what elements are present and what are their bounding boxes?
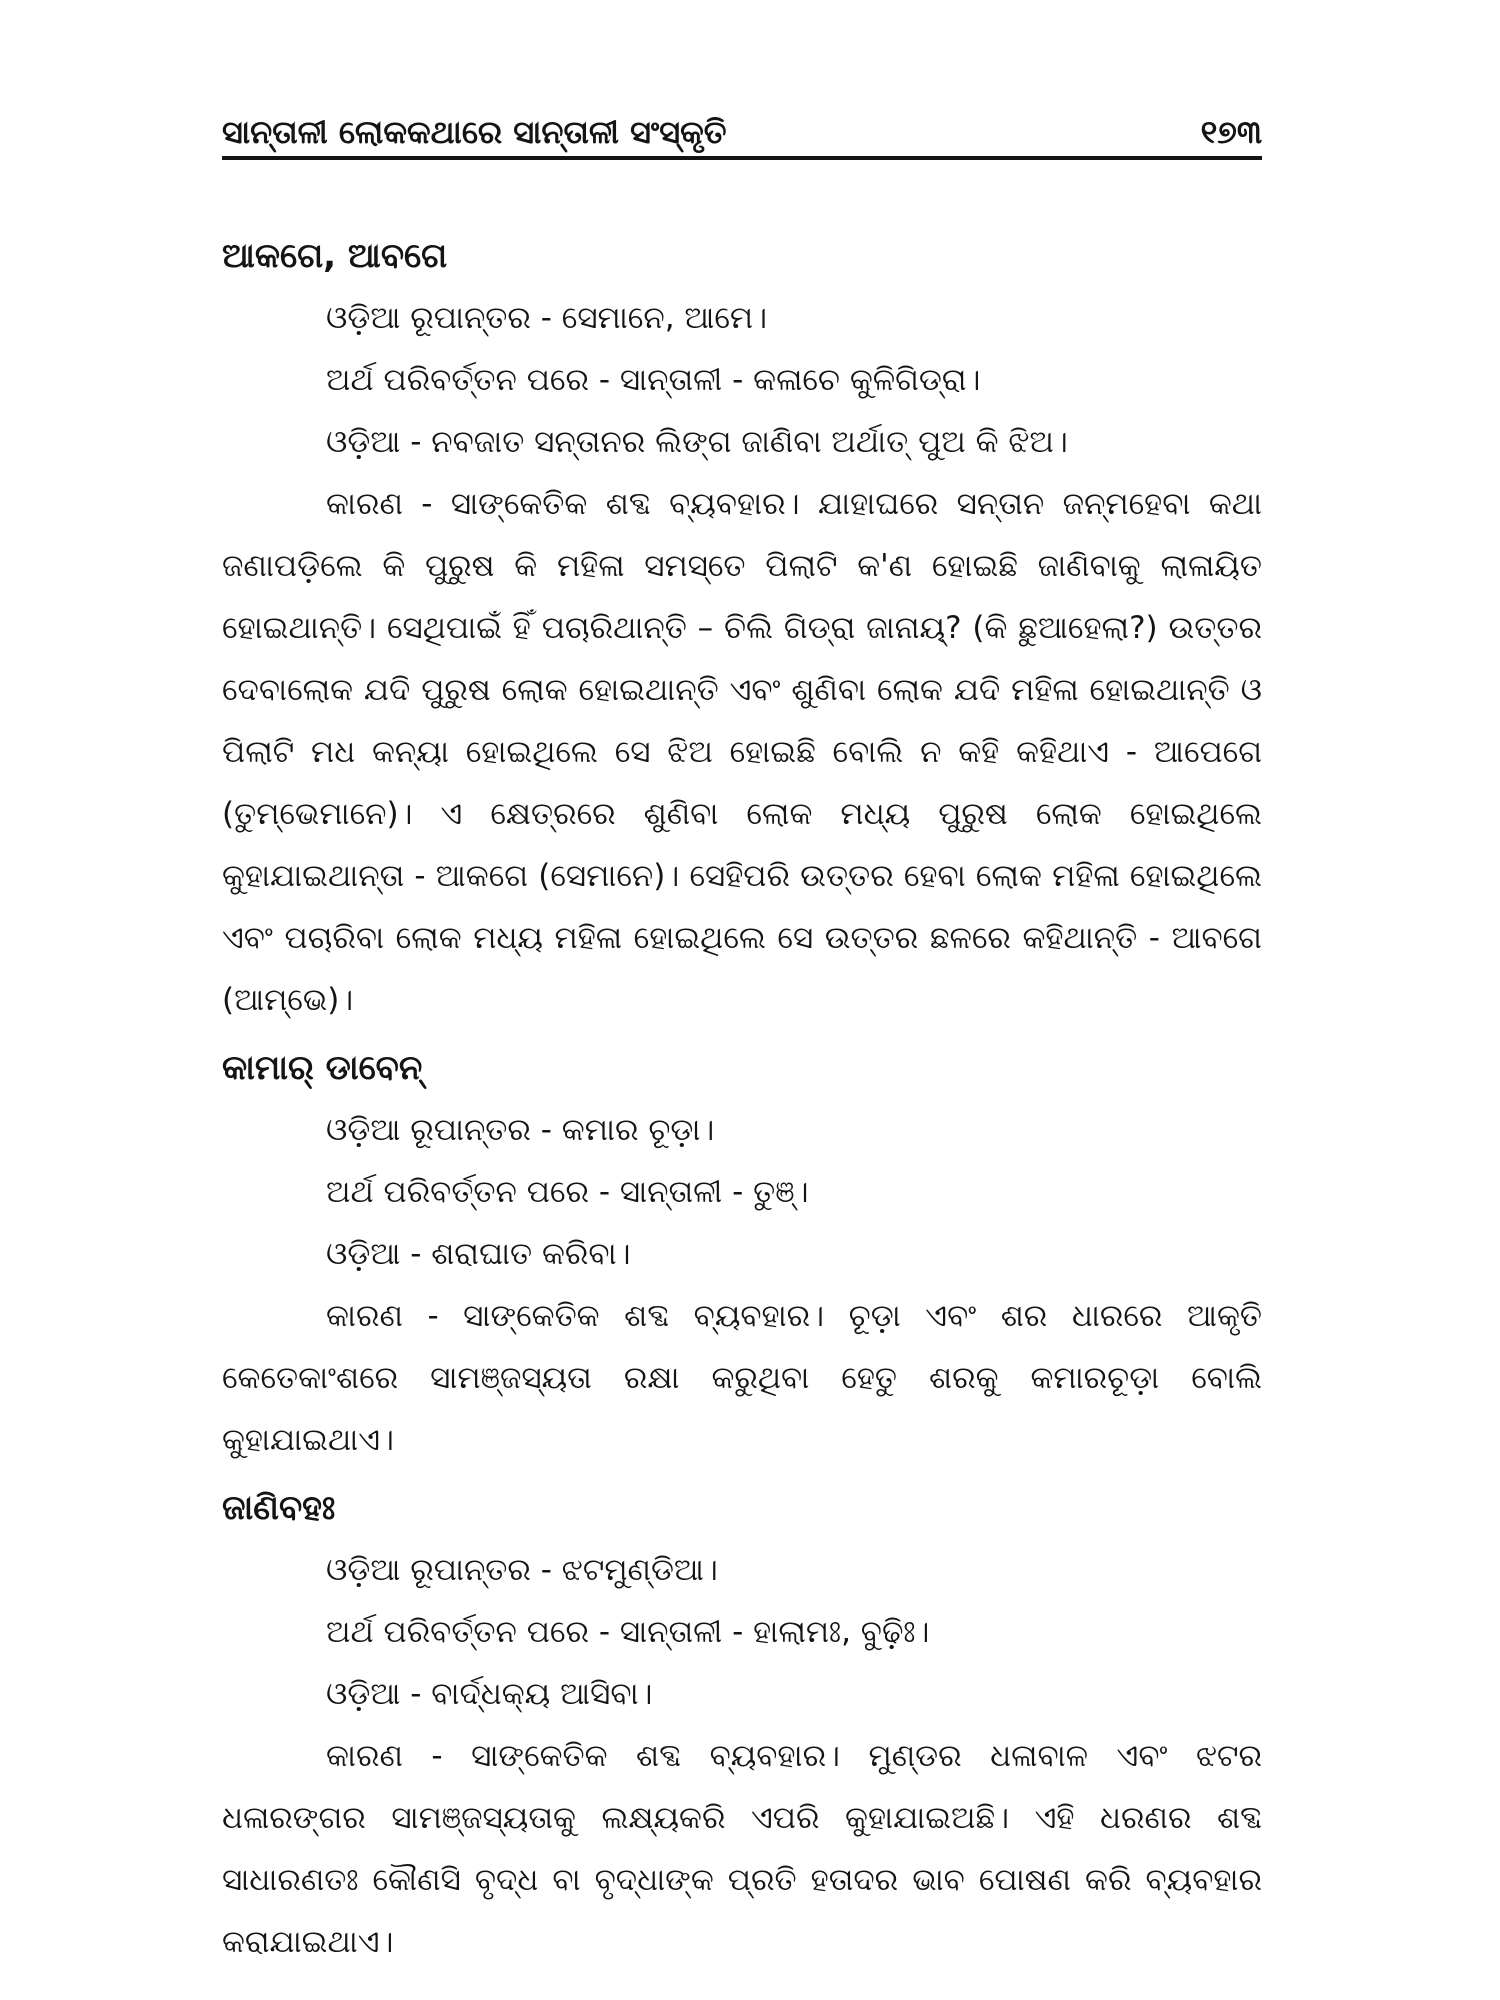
entry-section — [222, 225, 1262, 1031]
header-rule — [222, 156, 1262, 160]
odia-meaning-line: ଓଡ଼ିଆ - ନବଜାତ ସନ୍ତାନର ଲିଙ୍ଗ ଜାଣିବା ଅର୍ଥାତ୍ ପୁଅ କି ଝିଅ। — [326, 424, 1068, 460]
reason-paragraph: କାରଣ - ସାଙ୍କେତିକ ଶବ୍ଦ ବ୍ୟବହାର। ମୁଣ୍ଡର ଧଳାବାଳ ଏବଂ ଝଟର ଧଳାରଙ୍ଗର ସାମଞ୍ଜସ୍ୟତାକୁ ଲକ୍ଷ୍ୟକରି ଏପରି କୁହାଯାଇଅଛି। ଏହି ଧରଣର ଶବ୍ଦ ସାଧାରଣତଃ କୌଣସି ବୃଦ୍ଧ ବା ବୃଦ୍ଧାଙ୍କ ପ୍ରତି ହତାଦର ଭାବ ପୋଷଣ କରି ବ୍ୟବହାର କରାଯାଇଥାଏ। — [222, 1738, 1262, 1960]
odia-translation-line: ଓଡ଼ିଆ ରୂପାନ୍ତର - କମାର ଚୂଡ଼ା। — [326, 1112, 715, 1148]
reason-paragraph: କାରଣ - ସାଙ୍କେତିକ ଶବ୍ଦ ବ୍ୟବହାର। ଯାହାଘରେ ସନ୍ତାନ ଜନ୍ମହେବା କଥା ଜଣାପଡ଼ିଲେ କି ପୁରୁଷ କି ମହିଳା ସମସ୍ତେ ପିଲାଟି କ'ଣ ହୋଇଛି ଜାଣିବାକୁ ଲାଳାୟିତ ହୋଇଥାନ୍ତି। ସେଥିପାଇଁ ହିଁ ପଚାରିଥାନ୍ତି – ଚିଲି ଗିଡ୍ରା ଜାନାୟ୍? (କି ଛୁଆହେଲା?) ଉତ୍ତର ଦେବାଲୋକ ଯଦି ପୁରୁଷ ଲୋକ ହୋଇଥାନ୍ତି ଏବଂ ଶୁଣିବା ଲୋକ ଯଦି ମହିଳା ହୋଇଥାନ୍ତି ଓ ପିଲାଟି ମଧ କନ୍ୟା ହୋଇଥିଲେ ସେ ଝିଅ ହୋଇଛି ବୋଲି ନ କହି କହିଥାଏ - ଆପେଗେ (ତୁମ୍ଭେମାନେ)। ଏ କ୍ଷେତ୍ରରେ ଶୁଣିବା ଲୋକ ମଧ୍ୟ ପୁରୁଷ ଲୋକ ହୋଇଥିଲେ କୁହାଯାଇଥାନ୍ତା - ଆକଗେ (ସେମାନେ)। ସେହିପରି ଉତ୍ତର ହେବା ଲୋକ ମହିଳା ହୋଇଥିଲେ ଏବଂ ପଚାରିବା ଲୋକ ମଧ୍ୟ ମହିଳା ହୋଇଥିଲେ ସେ ଉତ୍ତର ଛଳରେ କହିଥାନ୍ତି - ଆବଗେ (ଆମ୍ଭେ)। — [222, 486, 1262, 1018]
odia-meaning-line: ଓଡ଼ିଆ - ଶରାଘାତ କରିବା। — [326, 1236, 631, 1272]
page-body — [222, 225, 1262, 1973]
entry-section — [222, 1477, 1262, 1973]
meaning-change-line: ଅର୍ଥ ପରିବର୍ତ୍ତନ ପରେ - ସାନ୍ତାଳୀ - ତୁଞ୍। — [326, 1174, 809, 1210]
section-heading: କାମାର୍ ଡାବେନ୍ — [222, 1048, 423, 1088]
section-heading: ଆକଗେ, ଆବଗେ — [222, 236, 448, 276]
entry-section — [222, 1037, 1262, 1471]
odia-meaning-line: ଓଡ଼ିଆ - ବାର୍ଦ୍ଧକ୍ୟ ଆସିବା। — [326, 1676, 653, 1712]
page-header — [222, 98, 1262, 154]
running-title: ସାନ୍ତାଳୀ ଲୋକକଥାରେ ସାନ୍ତାଳୀ ସଂସ୍କୃତି — [222, 113, 727, 151]
meaning-change-line: ଅର୍ଥ ପରିବର୍ତ୍ତନ ପରେ - ସାନ୍ତାଳୀ - ହାଲାମଃ, ବୁଢ଼ିଃ। — [326, 1614, 930, 1650]
odia-translation-line: ଓଡ଼ିଆ ରୂପାନ୍ତର - ସେମାନେ, ଆମେ। — [326, 300, 768, 336]
page-number: ୧୭୩ — [1200, 113, 1262, 151]
meaning-change-line: ଅର୍ଥ ପରିବର୍ତ୍ତନ ପରେ - ସାନ୍ତାଳୀ - କଳାଚେ କୁଳିଗିଡ୍ରା। — [326, 362, 981, 398]
section-heading: ଜାଣିବହଃ — [222, 1488, 336, 1528]
reason-paragraph: କାରଣ - ସାଙ୍କେତିକ ଶବ୍ଦ ବ୍ୟବହାର। ଚୂଡ଼ା ଏବଂ ଶର ଧାରରେ ଆକୃତି କେତେକାଂଶରେ ସାମଞ୍ଜସ୍ୟତା ରକ୍ଷା କରୁଥିବା ହେତୁ ଶରକୁ କମାରଚୂଡ଼ା ବୋଲି କୁହାଯାଇଥାଏ। — [222, 1298, 1262, 1458]
odia-translation-line: ଓଡ଼ିଆ ରୂପାନ୍ତର - ଝଟମୁଣ୍ଡିଆ। — [326, 1552, 718, 1588]
